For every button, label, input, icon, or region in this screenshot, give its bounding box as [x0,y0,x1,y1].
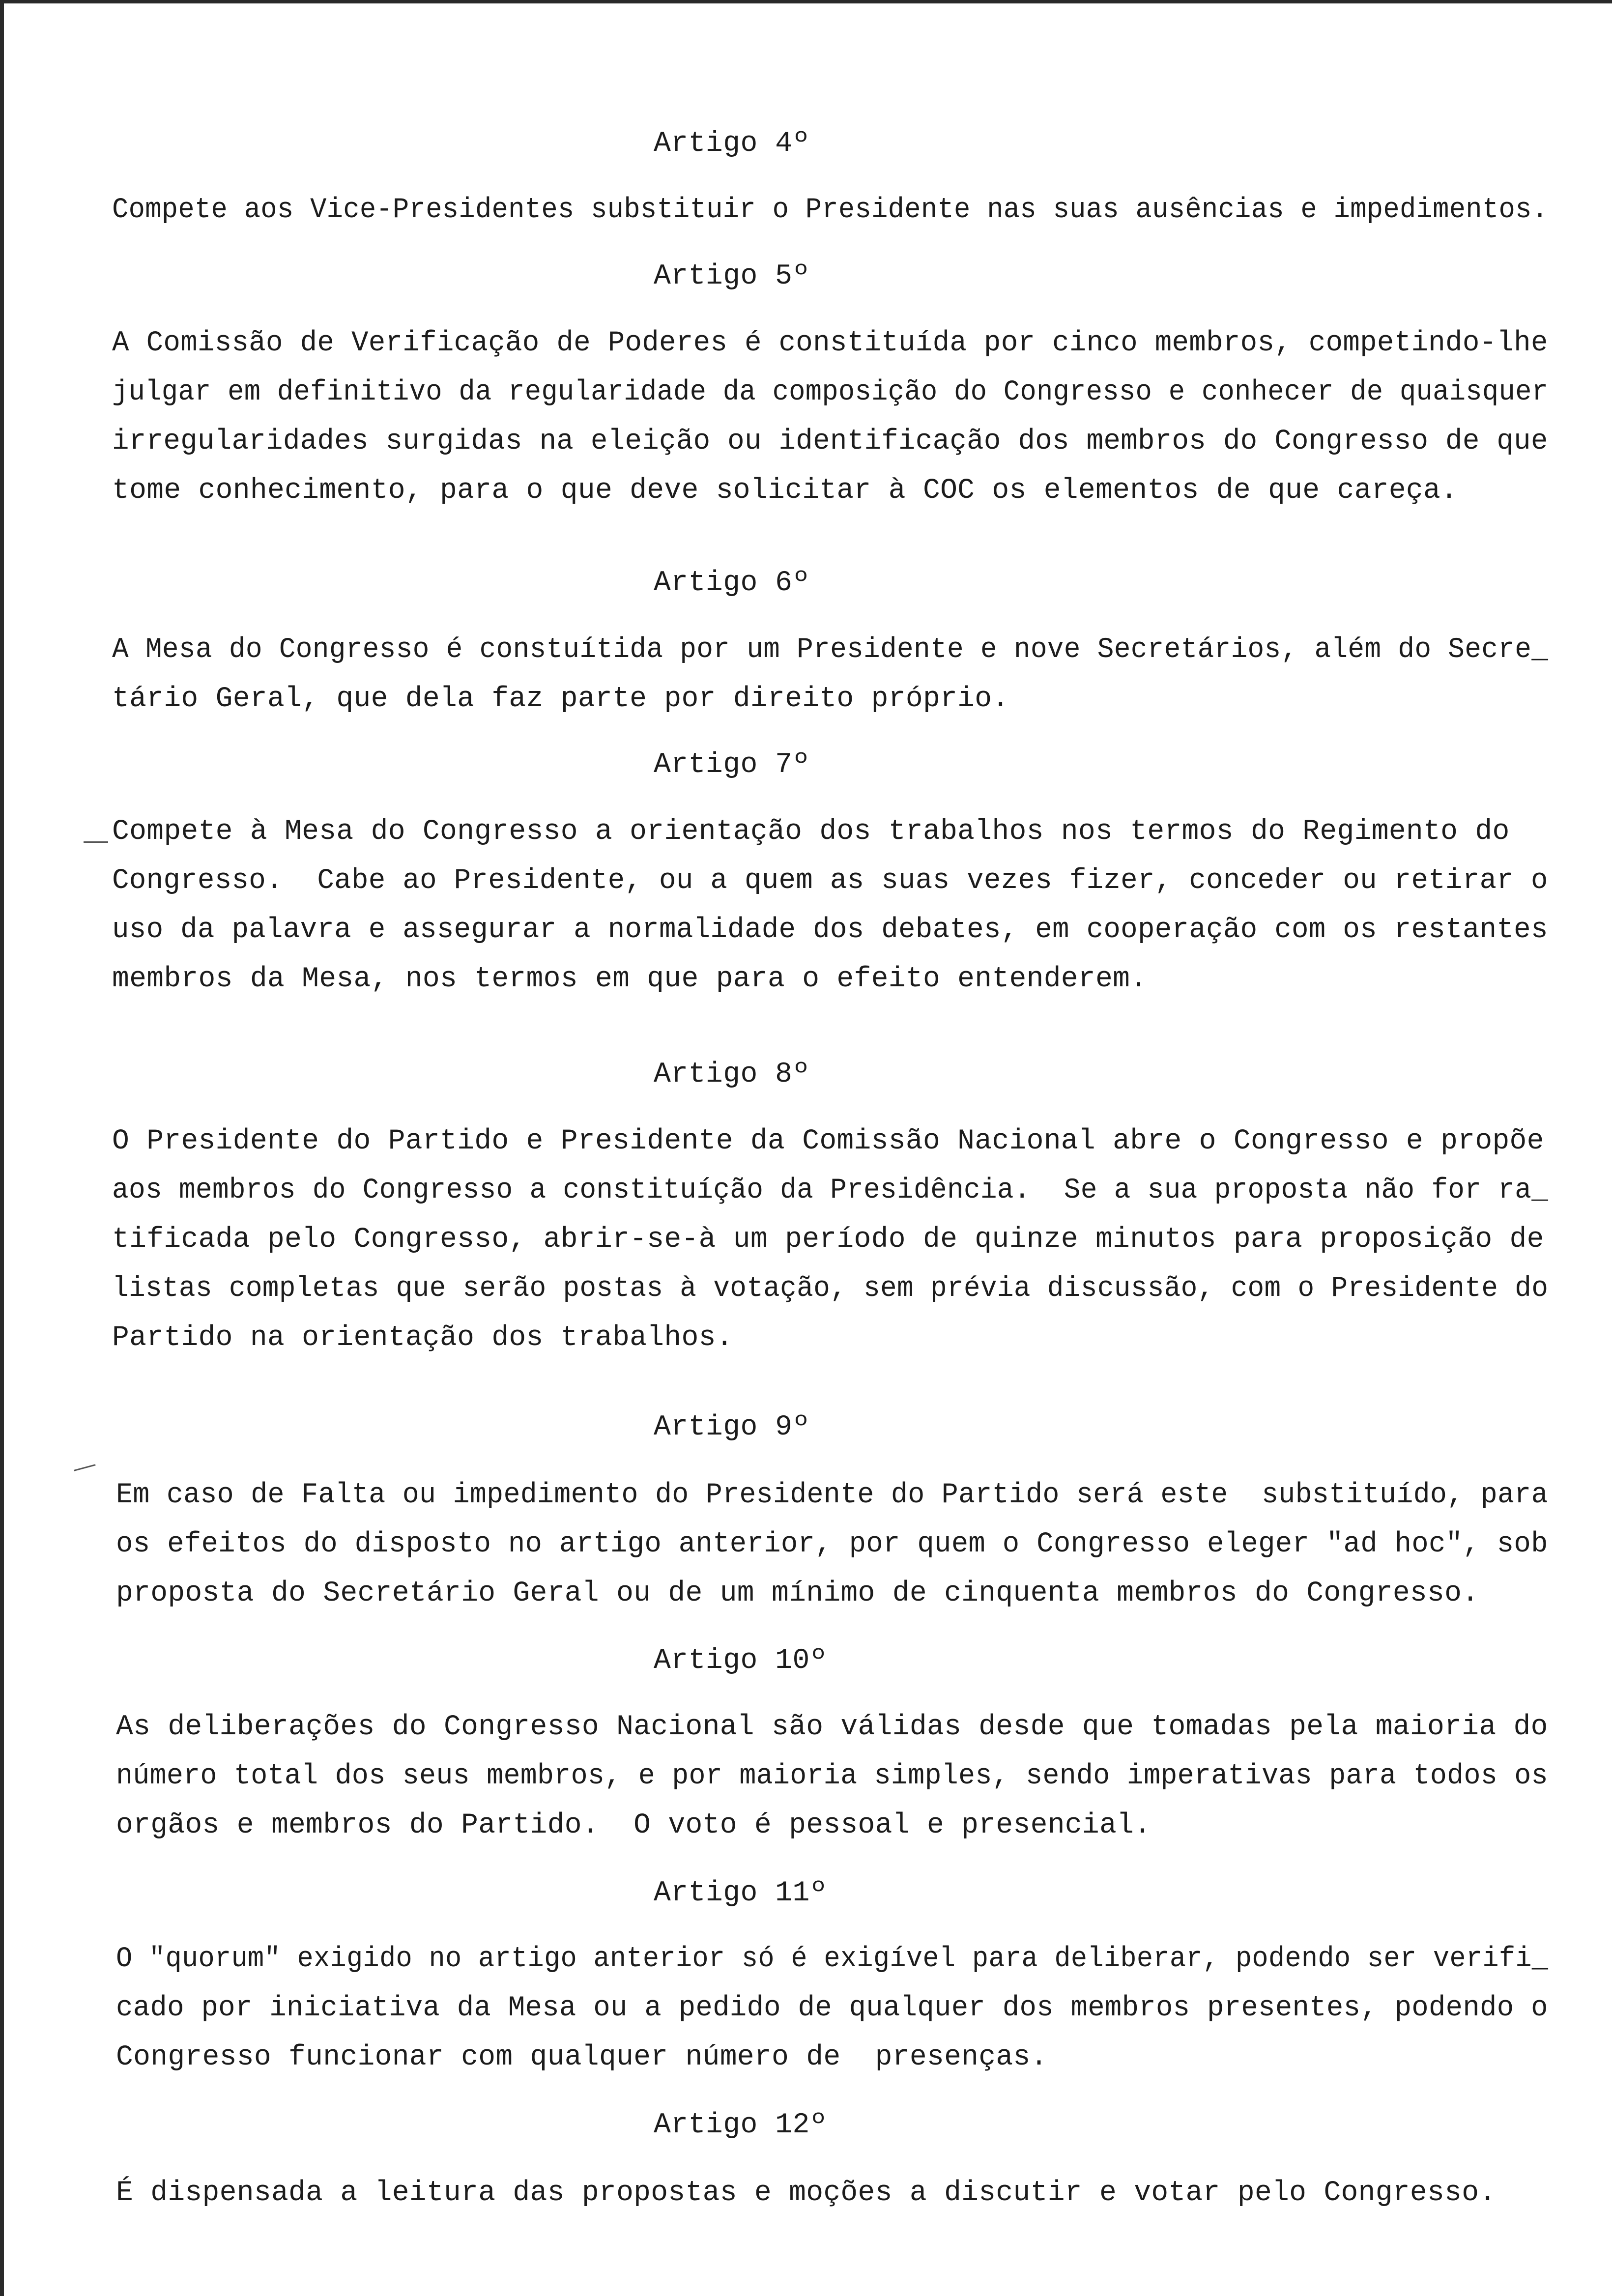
article-heading: Artigo 7º [654,749,810,781]
article-text-line: Em caso de Falta ou impedimento do Presidente do Partido será este substituído, para [116,1479,1548,1511]
article-text-line: proposta do Secretário Geral ou de um mínimo de cinquenta membros do Congresso. [116,1578,1479,1609]
article-text-line: os efeitos do disposto no artigo anterior, por quem o Congresso eleger "ad hoc", sob [116,1528,1548,1560]
article-text-line: A Comissão de Verificação de Poderes é constituída por cinco membros, competindo-lhe [112,327,1548,359]
article-text-line: Congresso funcionar com qualquer número de presenças. [116,2041,1048,2073]
article-text-line: tário Geral, que dela faz parte por direito próprio. [112,683,1009,715]
article-text-line: Compete aos Vice-Presidentes substituir o Presidente nas suas ausências e impedimentos. [112,194,1549,226]
article-heading: Artigo 12º [654,2109,828,2141]
article-heading: Artigo 5º [654,260,810,292]
article-heading: Artigo 4º [654,128,810,160]
article-text-line: tome conhecimento, para o que deve solicitar à COC os elementos de que careça. [112,475,1458,507]
article-text-line: tificada pelo Congresso, abrir-se-à um período de quinze minutos para proposição de [112,1224,1544,1256]
article-heading: Artigo 6º [654,567,810,599]
article-text-line: uso da palavra e assegurar a normalidade dos debates, em cooperação com os restantes [112,914,1548,946]
article-text-line: A Mesa do Congresso é constuítida por um Presidente e nove Secretários, além do Secre_ [112,634,1549,666]
article-text-line: número total dos seus membros, e por maioria simples, sendo imperativas para todos os [116,1760,1548,1792]
article-text-line: Partido na orientação dos trabalhos. [112,1322,733,1354]
article-heading: Artigo 11º [654,1877,828,1909]
article-text-line: julgar em definitivo da regularidade da composição do Congresso e conhecer de quaisquer [112,376,1549,408]
article-text-line: É dispensada a leitura das propostas e moções a discutir e votar pelo Congresso. [116,2177,1497,2209]
article-text-line: aos membros do Congresso a constituíção da Presidência. Se a sua proposta não for ra_ [112,1175,1549,1206]
article-text-line: Compete à Mesa do Congresso a orientação dos trabalhos nos termos do Regimento do [112,816,1510,848]
article-heading: Artigo 8º [654,1059,810,1091]
article-heading: Artigo 9º [654,1411,810,1443]
article-text-line: As deliberações do Congresso Nacional são válidas desde que tomadas pela maioria do [116,1711,1548,1743]
article-text-line: listas completas que serão postas à votação, sem prévia discussão, com o Presidente do [112,1273,1549,1305]
article-text-line: O Presidente do Partido e Presidente da Comissão Nacional abre o Congresso e propõe [112,1125,1544,1157]
article-text-line: membros da Mesa, nos termos em que para o efeito entenderem. [112,963,1148,995]
article-text-line: orgãos e membros do Partido. O voto é pessoal e presencial. [116,1809,1151,1841]
article-text-line: cado por iniciativa da Mesa ou a pedido de qualquer dos membros presentes, podendo o [116,1992,1548,2024]
article-heading: Artigo 10º [654,1645,828,1677]
article-text-line: Congresso. Cabe ao Presidente, ou a quem as suas vezes fizer, conceder ou retirar o [112,865,1548,897]
article-text-line: O "quorum" exigido no artigo anterior só é exigível para deliberar, podendo ser verifi_ [116,1943,1549,1975]
article-text-line: irregularidades surgidas na eleição ou identificação dos membros do Congresso de que [112,426,1548,458]
